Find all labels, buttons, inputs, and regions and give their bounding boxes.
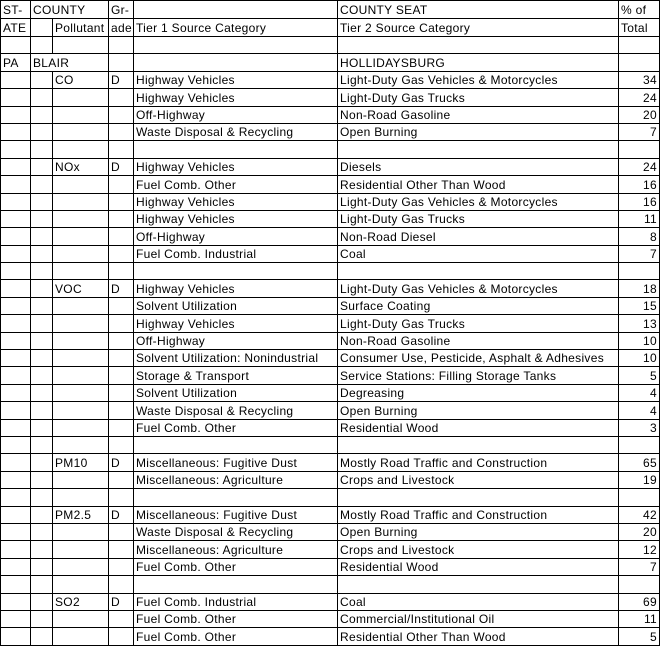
tier2-cell: Residential Wood <box>338 558 619 575</box>
percent-cell: 20 <box>619 106 660 123</box>
pollutant-cell: NOx <box>53 158 109 175</box>
tier2-cell: Light-Duty Gas Trucks <box>338 315 619 332</box>
header-county-seat: COUNTY SEAT <box>338 1 619 19</box>
tier2-cell: Non-Road Diesel <box>338 228 619 245</box>
spacer-row <box>1 489 660 506</box>
table-row <box>1 628 660 645</box>
tier1-cell: Fuel Comb. Industrial <box>134 593 338 610</box>
tier2-cell: Residential Wood <box>338 419 619 436</box>
tier2-cell: Non-Road Gasoline <box>338 332 619 349</box>
tier2-cell: Coal <box>338 593 619 610</box>
tier2-cell: Crops and Livestock <box>338 541 619 558</box>
grade-cell: D <box>109 71 134 88</box>
table-row <box>1 193 660 210</box>
tier2-cell: Coal <box>338 245 619 262</box>
table-row <box>1 384 660 401</box>
pollutant-cell: PM10 <box>53 454 109 471</box>
table-row <box>1 228 660 245</box>
percent-cell: 24 <box>619 158 660 175</box>
percent-cell: 13 <box>619 315 660 332</box>
percent-cell: 16 <box>619 176 660 193</box>
percent-cell: 5 <box>619 367 660 384</box>
tier1-cell: Fuel Comb. Industrial <box>134 245 338 262</box>
table-row <box>1 558 660 575</box>
header-percent-top: % of <box>619 1 660 19</box>
table-row <box>1 402 660 419</box>
table-row <box>1 176 660 193</box>
percent-cell: 11 <box>619 610 660 627</box>
table-row <box>1 123 660 140</box>
tier1-cell: Highway Vehicles <box>134 315 338 332</box>
table-row <box>1 593 660 610</box>
percent-cell: 20 <box>619 523 660 540</box>
table-row <box>1 523 660 540</box>
percent-cell: 10 <box>619 350 660 367</box>
tier2-cell: Light-Duty Gas Vehicles & Motorcycles <box>338 280 619 297</box>
tier1-cell: Fuel Comb. Other <box>134 610 338 627</box>
tier2-cell: Degreasing <box>338 384 619 401</box>
grade-cell: D <box>109 506 134 523</box>
tier2-cell: Open Burning <box>338 402 619 419</box>
location-row <box>1 54 660 71</box>
percent-cell: 34 <box>619 71 660 88</box>
header-state-top: ST- <box>1 1 31 19</box>
header-county-blank <box>31 19 53 37</box>
table-row <box>1 419 660 436</box>
table-row <box>1 106 660 123</box>
tier2-cell: Mostly Road Traffic and Construction <box>338 454 619 471</box>
spacer-row <box>1 436 660 453</box>
pollutant-cell: CO <box>53 71 109 88</box>
percent-cell: 11 <box>619 210 660 227</box>
table-row <box>1 245 660 262</box>
table-row <box>1 297 660 314</box>
percent-cell: 15 <box>619 297 660 314</box>
table-row <box>1 210 660 227</box>
percent-cell: 4 <box>619 402 660 419</box>
grade-cell: D <box>109 593 134 610</box>
table-row <box>1 71 660 88</box>
tier1-cell: Miscellaneous: Agriculture <box>134 471 338 488</box>
header-pollutant: Pollutant <box>53 19 109 37</box>
tier2-cell: Residential Other Than Wood <box>338 628 619 645</box>
table-row <box>1 89 660 106</box>
percent-cell: 42 <box>619 506 660 523</box>
grade-cell: D <box>109 280 134 297</box>
tier1-cell: Miscellaneous: Fugitive Dust <box>134 454 338 471</box>
grade-cell: D <box>109 454 134 471</box>
percent-cell: 7 <box>619 245 660 262</box>
percent-cell: 7 <box>619 558 660 575</box>
percent-cell: 69 <box>619 593 660 610</box>
tier1-cell: Fuel Comb. Other <box>134 176 338 193</box>
tier2-cell: Commercial/Institutional Oil <box>338 610 619 627</box>
tier1-cell: Fuel Comb. Other <box>134 628 338 645</box>
tier2-cell: Light-Duty Gas Vehicles & Motorcycles <box>338 193 619 210</box>
tier2-cell: Light-Duty Gas Vehicles & Motorcycles <box>338 71 619 88</box>
table-row <box>1 367 660 384</box>
percent-cell: 24 <box>619 89 660 106</box>
tier1-cell: Waste Disposal & Recycling <box>134 402 338 419</box>
percent-cell: 10 <box>619 332 660 349</box>
table-row <box>1 610 660 627</box>
percent-cell: 3 <box>619 419 660 436</box>
table-row <box>1 332 660 349</box>
spacer-row <box>1 576 660 593</box>
tier1-cell: Solvent Utilization <box>134 297 338 314</box>
state-cell: PA <box>1 54 31 71</box>
table-row <box>1 471 660 488</box>
tier1-cell: Waste Disposal & Recycling <box>134 523 338 540</box>
tier2-cell: Consumer Use, Pesticide, Asphalt & Adhesives <box>338 350 619 367</box>
percent-cell: 8 <box>619 228 660 245</box>
table-row <box>1 350 660 367</box>
header-county: COUNTY <box>31 1 109 19</box>
tier2-cell: Mostly Road Traffic and Construction <box>338 506 619 523</box>
pollutant-cell: VOC <box>53 280 109 297</box>
header-percent-total: Total <box>619 19 660 37</box>
tier1-cell: Off-Highway <box>134 106 338 123</box>
tier2-cell: Crops and Livestock <box>338 471 619 488</box>
pollutant-cell: SO2 <box>53 593 109 610</box>
table-row <box>1 315 660 332</box>
header-row-2 <box>1 19 660 37</box>
tier1-cell: Waste Disposal & Recycling <box>134 123 338 140</box>
tier1-cell: Highway Vehicles <box>134 89 338 106</box>
percent-cell: 19 <box>619 471 660 488</box>
table-row <box>1 454 660 471</box>
table-row <box>1 158 660 175</box>
tier1-cell: Fuel Comb. Other <box>134 558 338 575</box>
spacer-row <box>1 37 660 54</box>
table-row <box>1 541 660 558</box>
percent-cell: 18 <box>619 280 660 297</box>
tier1-cell: Off-Highway <box>134 332 338 349</box>
percent-cell: 65 <box>619 454 660 471</box>
tier1-cell: Off-Highway <box>134 228 338 245</box>
tier1-cell: Miscellaneous: Agriculture <box>134 541 338 558</box>
tier2-cell: Open Burning <box>338 523 619 540</box>
pollutant-cell: PM2.5 <box>53 506 109 523</box>
tier1-cell: Highway Vehicles <box>134 193 338 210</box>
table-row <box>1 506 660 523</box>
county-seat-cell: HOLLIDAYSBURG <box>338 54 619 71</box>
tier2-cell: Surface Coating <box>338 297 619 314</box>
header-tier1: Tier 1 Source Category <box>134 19 338 37</box>
tier2-cell: Light-Duty Gas Trucks <box>338 89 619 106</box>
spacer-row <box>1 141 660 158</box>
tier1-cell: Fuel Comb. Other <box>134 419 338 436</box>
header-grade-bottom: ade <box>109 19 134 37</box>
tier1-cell: Miscellaneous: Fugitive Dust <box>134 506 338 523</box>
header-tier2: Tier 2 Source Category <box>338 19 619 37</box>
tier1-cell: Storage & Transport <box>134 367 338 384</box>
percent-cell: 12 <box>619 541 660 558</box>
tier1-cell: Highway Vehicles <box>134 71 338 88</box>
grade-cell: D <box>109 158 134 175</box>
header-grade-top: Gr- <box>109 1 134 19</box>
tier1-cell: Solvent Utilization: Nonindustrial <box>134 350 338 367</box>
tier2-cell: Non-Road Gasoline <box>338 106 619 123</box>
tier2-cell: Residential Other Than Wood <box>338 176 619 193</box>
header-state-bottom: ATE <box>1 19 31 37</box>
tier1-cell: Solvent Utilization <box>134 384 338 401</box>
spacer-row <box>1 263 660 280</box>
tier1-cell: Highway Vehicles <box>134 210 338 227</box>
percent-cell: 7 <box>619 123 660 140</box>
header-tier1-top <box>134 1 338 19</box>
tier1-cell: Highway Vehicles <box>134 158 338 175</box>
percent-cell: 16 <box>619 193 660 210</box>
tier2-cell: Open Burning <box>338 123 619 140</box>
tier2-cell: Diesels <box>338 158 619 175</box>
tier1-cell: Highway Vehicles <box>134 280 338 297</box>
percent-cell: 5 <box>619 628 660 645</box>
tier2-cell: Service Stations: Filling Storage Tanks <box>338 367 619 384</box>
header-row-1 <box>1 1 660 19</box>
table-row <box>1 280 660 297</box>
percent-cell: 4 <box>619 384 660 401</box>
county-cell: BLAIR <box>31 54 109 71</box>
tier2-cell: Light-Duty Gas Trucks <box>338 210 619 227</box>
